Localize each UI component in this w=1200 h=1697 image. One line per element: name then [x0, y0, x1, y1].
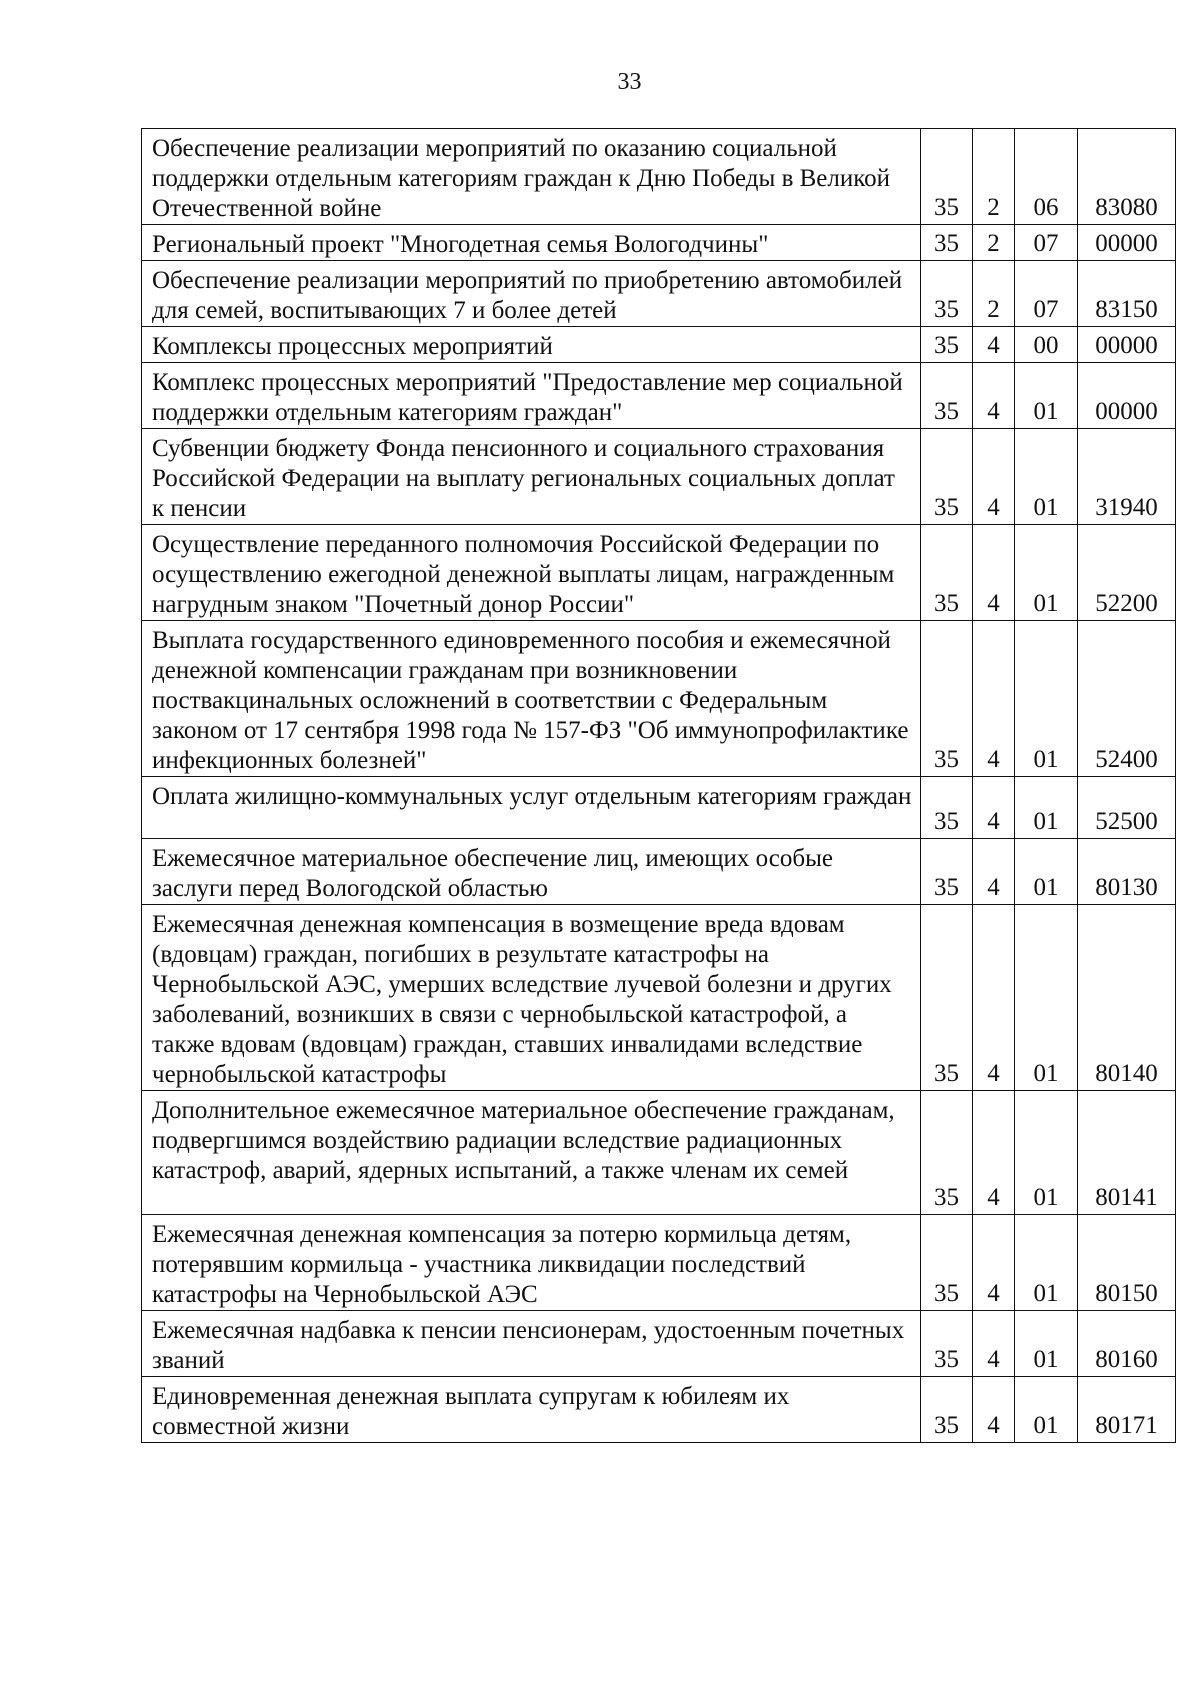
- table-row: [142, 905, 1176, 1091]
- subprogram-code-cell: 4: [973, 777, 1015, 839]
- expense-code-cell: 80171: [1078, 1377, 1176, 1443]
- expense-code-cell: 52200: [1078, 525, 1176, 621]
- table-row: [142, 225, 1176, 261]
- program-code-cell: 35: [921, 225, 973, 261]
- expense-code-cell: 52500: [1078, 777, 1176, 839]
- direction-code-cell: 01: [1015, 621, 1078, 777]
- program-code-cell: 35: [921, 777, 973, 839]
- subprogram-code-cell: 4: [973, 621, 1015, 777]
- direction-code-cell: 01: [1015, 1215, 1078, 1311]
- direction-code-cell: 07: [1015, 261, 1078, 327]
- expense-code-cell: 00000: [1078, 327, 1176, 363]
- subprogram-code-cell: 2: [973, 129, 1015, 225]
- row-name-cell: Единовременная денежная выплата супругам к юбилеям их совместной жизни: [142, 1377, 921, 1443]
- row-name-cell: Комплексы процессных мероприятий: [142, 327, 921, 363]
- subprogram-code-cell: 4: [973, 839, 1015, 905]
- direction-code-cell: 01: [1015, 905, 1078, 1091]
- direction-code-cell: 01: [1015, 429, 1078, 525]
- subprogram-code-cell: 2: [973, 225, 1015, 261]
- direction-code-cell: 01: [1015, 777, 1078, 839]
- direction-code-cell: 06: [1015, 129, 1078, 225]
- subprogram-code-cell: 4: [973, 327, 1015, 363]
- direction-code-cell: 01: [1015, 839, 1078, 905]
- table-row: [142, 777, 1176, 839]
- expense-code-cell: 80141: [1078, 1091, 1176, 1215]
- table-body: [142, 129, 1176, 1443]
- row-name-cell: Выплата государственного единовременного пособия и ежемесячной денежной компенсации гражданам при возникновении поствакцинальных осложнений в соответствии с Федеральным законом от 17 сентября 1998 года № 157-ФЗ "Об иммунопрофилактике инфекционных болезней": [142, 621, 921, 777]
- direction-code-cell: 01: [1015, 363, 1078, 429]
- program-code-cell: 35: [921, 839, 973, 905]
- expense-code-cell: 80160: [1078, 1311, 1176, 1377]
- row-name-cell: Ежемесячная надбавка к пенсии пенсионерам, удостоенным почетных званий: [142, 1311, 921, 1377]
- direction-code-cell: 01: [1015, 1091, 1078, 1215]
- row-name-cell: Осуществление переданного полномочия Российской Федерации по осуществлению ежегодной денежной выплаты лицам, награжденным нагрудным знаком "Почетный донор России": [142, 525, 921, 621]
- subprogram-code-cell: 4: [973, 905, 1015, 1091]
- table-row: [142, 363, 1176, 429]
- program-code-cell: 35: [921, 1311, 973, 1377]
- table-row: [142, 525, 1176, 621]
- row-name-cell: Обеспечение реализации мероприятий по оказанию социальной поддержки отдельным категориям граждан к Дню Победы в Великой Отечественной войне: [142, 129, 921, 225]
- expense-code-cell: 52400: [1078, 621, 1176, 777]
- row-name-cell: Ежемесячная денежная компенсация в возмещение вреда вдовам (вдовцам) граждан, погибших в результате катастрофы на Чернобыльской АЭС, умерших вследствие лучевой болезни и других заболеваний, возникших в связи с чернобыльской катастрофой, а также вдовам (вдовцам) граждан, ставших инвалидами вследствие чернобыльской катастрофы: [142, 905, 921, 1091]
- subprogram-code-cell: 4: [973, 525, 1015, 621]
- direction-code-cell: 00: [1015, 327, 1078, 363]
- program-code-cell: 35: [921, 1091, 973, 1215]
- row-name-cell: Ежемесячная денежная компенсация за потерю кормильца детям, потерявшим кормильца - участника ликвидации последствий катастрофы на Чернобыльской АЭС: [142, 1215, 921, 1311]
- table-row: [142, 429, 1176, 525]
- table-row: [142, 129, 1176, 225]
- table-row: [142, 1377, 1176, 1443]
- row-name-cell: Обеспечение реализации мероприятий по приобретению автомобилей для семей, воспитывающих 7 и более детей: [142, 261, 921, 327]
- table-row: [142, 327, 1176, 363]
- expense-code-cell: 80150: [1078, 1215, 1176, 1311]
- expense-code-cell: 00000: [1078, 225, 1176, 261]
- page-number: 33: [617, 69, 642, 95]
- row-name-cell: Региональный проект "Многодетная семья Вологодчины": [142, 225, 921, 261]
- table-row: [142, 621, 1176, 777]
- subprogram-code-cell: 2: [973, 261, 1015, 327]
- expense-code-cell: 83150: [1078, 261, 1176, 327]
- row-name-cell: Оплата жилищно-коммунальных услуг отдельным категориям граждан: [142, 777, 921, 839]
- table-row: [142, 1215, 1176, 1311]
- subprogram-code-cell: 4: [973, 429, 1015, 525]
- program-code-cell: 35: [921, 327, 973, 363]
- row-name-cell: Комплекс процессных мероприятий "Предоставление мер социальной поддержки отдельным категориям граждан": [142, 363, 921, 429]
- program-code-cell: 35: [921, 261, 973, 327]
- expense-code-cell: 80130: [1078, 839, 1176, 905]
- expense-code-cell: 80140: [1078, 905, 1176, 1091]
- budget-classification-table: [141, 128, 1176, 1443]
- program-code-cell: 35: [921, 905, 973, 1091]
- table-row: [142, 839, 1176, 905]
- direction-code-cell: 01: [1015, 1377, 1078, 1443]
- row-name-cell: Ежемесячное материальное обеспечение лиц, имеющих особые заслуги перед Вологодской областью: [142, 839, 921, 905]
- program-code-cell: 35: [921, 1377, 973, 1443]
- table-row: [142, 261, 1176, 327]
- expense-code-cell: 83080: [1078, 129, 1176, 225]
- direction-code-cell: 01: [1015, 525, 1078, 621]
- table-row: [142, 1091, 1176, 1215]
- table-row: [142, 1311, 1176, 1377]
- subprogram-code-cell: 4: [973, 1091, 1015, 1215]
- row-name-cell: Субвенции бюджету Фонда пенсионного и социального страхования Российской Федерации на выплату региональных социальных доплат к пенсии: [142, 429, 921, 525]
- program-code-cell: 35: [921, 429, 973, 525]
- program-code-cell: 35: [921, 363, 973, 429]
- subprogram-code-cell: 4: [973, 1311, 1015, 1377]
- program-code-cell: 35: [921, 1215, 973, 1311]
- subprogram-code-cell: 4: [973, 363, 1015, 429]
- expense-code-cell: 31940: [1078, 429, 1176, 525]
- direction-code-cell: 01: [1015, 1311, 1078, 1377]
- program-code-cell: 35: [921, 129, 973, 225]
- program-code-cell: 35: [921, 621, 973, 777]
- subprogram-code-cell: 4: [973, 1377, 1015, 1443]
- subprogram-code-cell: 4: [973, 1215, 1015, 1311]
- direction-code-cell: 07: [1015, 225, 1078, 261]
- row-name-cell: Дополнительное ежемесячное материальное обеспечение гражданам, подвергшимся воздействию радиации вследствие радиационных катастроф, аварий, ядерных испытаний, а также членам их семей: [142, 1091, 921, 1215]
- program-code-cell: 35: [921, 525, 973, 621]
- expense-code-cell: 00000: [1078, 363, 1176, 429]
